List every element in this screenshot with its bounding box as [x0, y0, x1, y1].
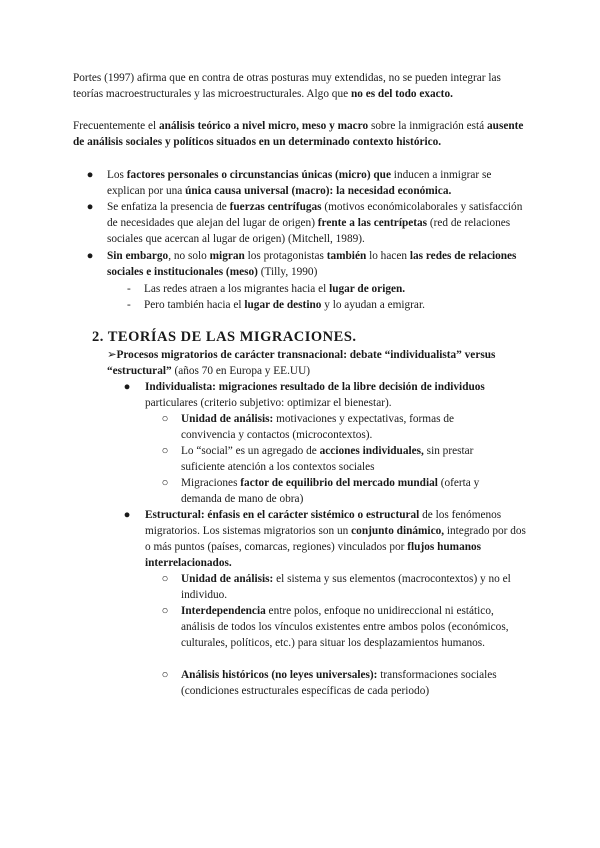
text: de los fenómenos migratorios. Los sistemas migratorios son un — [145, 509, 502, 537]
hollow-bullet-icon: ○ — [161, 413, 169, 425]
paragraph-frecuentemente — [73, 118, 528, 150]
bullet-item-factores — [107, 167, 527, 199]
paragraph-portes — [73, 70, 528, 102]
estruc-analisis-historicos — [181, 667, 524, 699]
sub-item-redes-origen — [144, 281, 524, 297]
bold-text: frente a las centrípetas — [317, 217, 428, 229]
text: (Tilly, 1990) — [257, 266, 318, 278]
text: inducen a inmigrar se explican por una — [107, 169, 492, 197]
bold-text: Interdependencia — [181, 605, 266, 617]
indiv-unidad-analisis — [181, 411, 511, 443]
bullet-icon: ● — [123, 381, 131, 393]
bold-text: Estructural: énfasis en el carácter sistémico o estructural — [145, 509, 420, 521]
bold-text: Procesos migratorios de carácter transnacional: debate “individualista” versus “estructural” — [107, 349, 496, 377]
bold-text: lugar de destino — [244, 299, 322, 311]
bullet-icon: ● — [86, 169, 94, 181]
text: (red de relaciones sociales que acercan al lugar de origen) (Mitchell, 1989). — [107, 217, 511, 245]
bold-text: lugar de origen. — [329, 283, 406, 295]
bullet-individualista — [145, 379, 523, 411]
bold-text: conjunto dinámico, — [351, 525, 445, 537]
section-heading: 2. TEORÍAS DE LAS MIGRACIONES. — [92, 329, 357, 345]
bold-text: factor de equilibrio del mercado mundial — [240, 477, 438, 489]
text: , no solo — [168, 250, 210, 262]
bold-text: Análisis históricos (no leyes universales): — [181, 669, 378, 681]
text: motivaciones y expectativas, formas de convivencia y contactos (microcontextos). — [181, 413, 454, 441]
hollow-bullet-icon: ○ — [161, 669, 169, 681]
indiv-migraciones — [181, 475, 511, 507]
text: lo hacen — [366, 250, 410, 262]
text: Pero también hacia el — [144, 299, 245, 311]
hollow-bullet-icon: ○ — [161, 445, 169, 457]
text: Lo “social” es un agregado de — [181, 445, 320, 457]
hollow-bullet-icon: ○ — [161, 573, 169, 585]
sub-item-destino — [144, 297, 524, 313]
estruc-interdependencia — [181, 603, 524, 651]
bold-text: Sin embargo — [107, 250, 169, 262]
bold-text: ausente de análisis sociales y políticos situados en un determinado contexto histórico. — [73, 120, 524, 148]
text: y lo ayudan a emigrar. — [321, 299, 425, 311]
dash-icon: - — [127, 299, 131, 311]
text: transformaciones sociales (condiciones estructurales específicas de cada periodo) — [181, 669, 497, 697]
bold-text: migran — [209, 250, 245, 262]
text: entre polos, enfoque no unidireccional ni estático, análisis de todos los vínculos existentes entre ambos polos (económicos, culturales, políticos, etc.) para situar los desplazamientos humanos. — [181, 605, 509, 649]
text: Portes (1997) afirma que en contra de otras posturas muy extendidas, no se pueden integrar las teorías macroestructurales y las microestructurales. Algo que — [73, 72, 501, 100]
text: sin prestar suficiente atención a los contextos sociales — [181, 445, 474, 473]
dash-icon: - — [127, 283, 131, 295]
hollow-bullet-icon: ○ — [161, 477, 169, 489]
bold-text: Unidad de análisis: — [181, 413, 274, 425]
bullet-item-sin-embargo — [107, 248, 527, 280]
bold-text: análisis teórico a nivel micro, meso y macro — [158, 120, 369, 132]
text: (motivos económicolaborales y satisfacción de necesidades que alejan del lugar de origen) — [107, 201, 523, 229]
text: particulares (criterio subjetivo: optimizar el bienestar). — [145, 397, 392, 409]
bullet-estructural — [145, 507, 528, 571]
bold-text: las redes de relaciones sociales e institucionales (meso) — [107, 250, 517, 278]
bold-text: Individualista: migraciones resultado de la libre decisión de individuos — [145, 381, 485, 393]
bullet-item-fuerzas — [107, 199, 527, 247]
arrow-icon: ➢ — [107, 349, 117, 361]
indiv-lo-social — [181, 443, 511, 475]
bold-text: fuerzas centrífugas — [229, 201, 322, 213]
bold-text: Unidad de análisis: — [181, 573, 274, 585]
text: sobre la inmigración está — [368, 120, 488, 132]
text: (oferta y demanda de mano de obra) — [181, 477, 480, 505]
text: Las redes atraen a los migrantes hacia el — [144, 283, 330, 295]
bullet-icon: ● — [123, 509, 131, 521]
text: Se enfatiza la presencia de — [107, 201, 230, 213]
text: los protagonistas — [244, 250, 327, 262]
estruc-unidad-analisis — [181, 571, 524, 603]
bold-text: no es del todo exacto. — [350, 88, 453, 100]
bullet-icon: ● — [86, 201, 94, 213]
text: Migraciones — [181, 477, 241, 489]
subheading-procesos — [107, 347, 527, 379]
hollow-bullet-icon: ○ — [161, 605, 169, 617]
bold-text: única causa universal (macro): la necesidad económica. — [185, 185, 452, 197]
text: integrado por dos o más puntos (países, comarcas, regiones) vinculados por — [145, 525, 526, 553]
text: Los — [107, 169, 127, 181]
text: Frecuentemente el — [73, 120, 159, 132]
bold-text: acciones individuales, — [319, 445, 424, 457]
bullet-icon: ● — [86, 250, 94, 262]
text: (años 70 en Europa y EE.UU) — [171, 365, 310, 377]
bold-text: factores personales o circunstancias únicas (micro) que — [126, 169, 391, 181]
bold-text: flujos humanos interrelacionados. — [145, 541, 482, 569]
text: el sistema y sus elementos (macrocontextos) y no el individuo. — [181, 573, 511, 601]
bold-text: también — [326, 250, 367, 262]
